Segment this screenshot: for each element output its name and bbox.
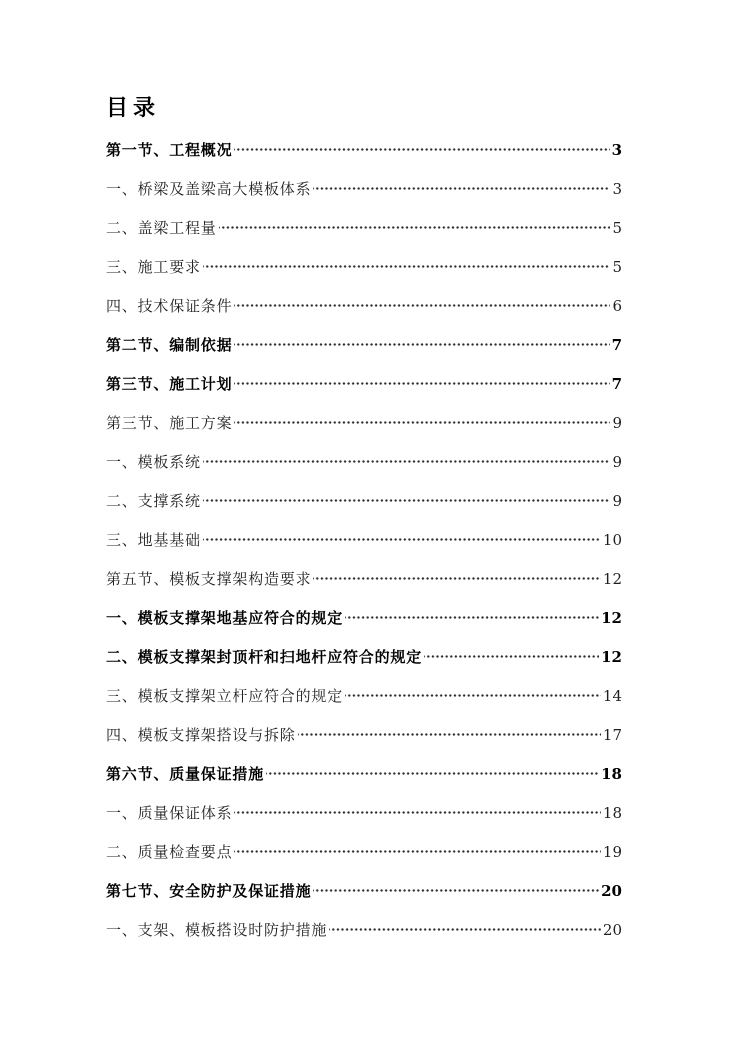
toc-entry-page: 9 bbox=[612, 413, 622, 432]
toc-entry bbox=[106, 871, 622, 910]
toc-entry-page: 18 bbox=[601, 764, 622, 783]
dot-leader bbox=[345, 688, 601, 703]
toc-entry-label: 一、模板支撑架地基应符合的规定 bbox=[106, 609, 344, 627]
dot-leader bbox=[313, 571, 601, 586]
toc-entry-page: 5 bbox=[612, 257, 622, 276]
dot-leader bbox=[329, 922, 601, 937]
dot-leader bbox=[313, 883, 599, 898]
dot-leader bbox=[424, 649, 599, 664]
toc-entry-label: 一、桥梁及盖梁高大模板体系 bbox=[106, 180, 312, 198]
toc-entry bbox=[106, 325, 622, 364]
toc-entry bbox=[106, 286, 622, 325]
toc-entry bbox=[106, 910, 622, 949]
toc-entry-label: 第一节、工程概况 bbox=[106, 141, 233, 159]
toc-entry bbox=[106, 520, 622, 559]
toc-entry-page: 19 bbox=[602, 842, 622, 861]
toc-entry bbox=[106, 208, 622, 247]
toc-entry-page: 5 bbox=[612, 218, 622, 237]
toc-entry-page: 7 bbox=[611, 335, 622, 354]
toc-entry bbox=[106, 832, 622, 871]
toc-entry-page: 9 bbox=[612, 452, 622, 471]
dot-leader bbox=[234, 337, 609, 352]
toc-entry bbox=[106, 403, 622, 442]
toc-entry-label: 四、模板支撑架搭设与拆除 bbox=[106, 726, 296, 744]
toc-entry-label: 第三节、施工方案 bbox=[106, 414, 233, 432]
dot-leader bbox=[234, 805, 601, 820]
toc-entry bbox=[106, 793, 622, 832]
toc-section bbox=[106, 95, 622, 949]
toc-entry-label: 第六节、质量保证措施 bbox=[106, 765, 265, 783]
dot-leader bbox=[203, 454, 611, 469]
toc-entry-page: 12 bbox=[601, 608, 622, 627]
toc-entry-label: 第七节、安全防护及保证措施 bbox=[106, 882, 312, 900]
toc-entry-label: 一、质量保证体系 bbox=[106, 804, 233, 822]
toc-entry-page: 3 bbox=[612, 179, 622, 198]
dot-leader bbox=[266, 766, 599, 781]
toc-entry-page: 14 bbox=[602, 686, 622, 705]
toc-entry-page: 12 bbox=[601, 647, 622, 666]
toc-entry bbox=[106, 637, 622, 676]
toc-entry bbox=[106, 130, 622, 169]
dot-leader bbox=[234, 844, 601, 859]
toc-entry-page: 6 bbox=[612, 296, 622, 315]
dot-leader bbox=[219, 220, 611, 235]
toc-entry-label: 四、技术保证条件 bbox=[106, 297, 233, 315]
dot-leader bbox=[298, 727, 601, 742]
toc-entry-label: 第五节、模板支撑架构造要求 bbox=[106, 570, 312, 588]
toc-entry-page: 20 bbox=[602, 920, 622, 939]
dot-leader bbox=[234, 415, 610, 430]
toc-entry-label: 第三节、施工计划 bbox=[106, 375, 233, 393]
toc-entry-page: 10 bbox=[602, 530, 622, 549]
toc-entry-label: 第二节、编制依据 bbox=[106, 336, 233, 354]
toc-entry-page: 9 bbox=[612, 491, 622, 510]
dot-leader bbox=[345, 610, 599, 625]
toc-entry-page: 17 bbox=[602, 725, 622, 744]
toc-entry-page: 3 bbox=[611, 140, 622, 159]
toc-entry-label: 一、模板系统 bbox=[106, 453, 201, 471]
toc-entry-label: 二、盖梁工程量 bbox=[106, 219, 217, 237]
toc-entry bbox=[106, 481, 622, 520]
toc-entry bbox=[106, 364, 622, 403]
toc-entry-page: 12 bbox=[602, 569, 622, 588]
dot-leader bbox=[234, 298, 610, 313]
toc-entry-label: 二、支撑系统 bbox=[106, 492, 201, 510]
toc-list bbox=[106, 130, 622, 949]
page-title: 目录 bbox=[106, 95, 161, 121]
dot-leader bbox=[203, 259, 611, 274]
toc-entry bbox=[106, 676, 622, 715]
toc-entry-label: 一、支架、模板搭设时防护措施 bbox=[106, 921, 328, 939]
toc-entry-page: 18 bbox=[602, 803, 622, 822]
dot-leader bbox=[234, 376, 609, 391]
dot-leader bbox=[203, 532, 601, 547]
toc-entry bbox=[106, 169, 622, 208]
toc-entry-label: 二、质量检查要点 bbox=[106, 843, 233, 861]
toc-entry-page: 7 bbox=[611, 374, 622, 393]
toc-entry-label: 三、施工要求 bbox=[106, 258, 201, 276]
toc-entry bbox=[106, 598, 622, 637]
toc-entry-label: 三、模板支撑架立杆应符合的规定 bbox=[106, 687, 344, 705]
toc-entry bbox=[106, 559, 622, 598]
toc-entry-page: 20 bbox=[601, 881, 622, 900]
toc-entry-label: 二、模板支撑架封顶杆和扫地杆应符合的规定 bbox=[106, 648, 423, 666]
dot-leader bbox=[203, 493, 611, 508]
dot-leader bbox=[313, 181, 610, 196]
toc-entry bbox=[106, 715, 622, 754]
toc-entry bbox=[106, 754, 622, 793]
dot-leader bbox=[234, 142, 609, 157]
toc-entry bbox=[106, 247, 622, 286]
toc-entry bbox=[106, 442, 622, 481]
toc-entry-label: 三、地基基础 bbox=[106, 531, 201, 549]
